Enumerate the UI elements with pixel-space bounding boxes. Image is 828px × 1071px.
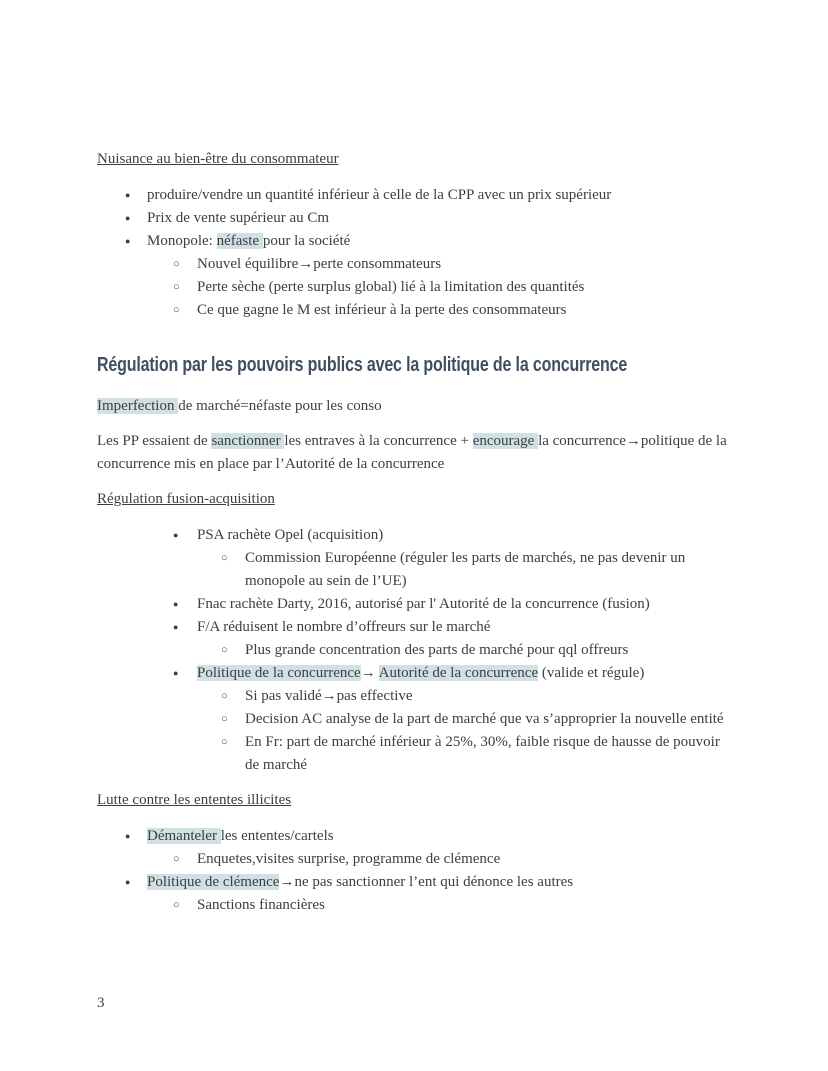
text-segment: Ce que gagne le M est inférieur à la perte des consommateurs xyxy=(197,302,567,318)
list-item-text xyxy=(197,619,490,635)
bullet-list-ententes xyxy=(97,825,731,917)
list-item-text xyxy=(147,210,329,226)
text-segment: Perte sèche (perte surplus global) lié à la limitation des quantités xyxy=(197,279,585,295)
highlighted-text: Démanteler xyxy=(147,828,221,844)
highlighted-text: Politique de la concurrence xyxy=(197,665,361,681)
text-segment: Commission Européenne (réguler les parts de marchés, ne pas devenir un monopole au sein de l’UE) xyxy=(245,550,686,589)
list-item xyxy=(97,184,731,207)
text-segment: Decision AC analyse de la part de marché que va s’approprier la nouvelle entité xyxy=(245,711,724,727)
list-item-text xyxy=(197,851,500,867)
section-heading-regulation-text: Régulation par les pouvoirs publics avec la politique de la concurrence xyxy=(97,354,628,376)
section-heading-regulation xyxy=(97,352,731,378)
text-segment: Enquetes,visites surprise, programme de clémence xyxy=(197,851,501,867)
list-item-text xyxy=(197,302,566,318)
circle-bullet-icon xyxy=(173,894,180,917)
highlighted-text: Autorité de la concurrence xyxy=(378,665,539,681)
list-item-text xyxy=(147,187,611,203)
list-item xyxy=(97,593,731,616)
list-item-text xyxy=(147,828,334,844)
page-number: 3 xyxy=(97,995,105,1011)
list-item xyxy=(97,524,731,547)
text-segment: En Fr: part de marché inférieur à 25%, 30%, faible risque de hausse de pouvoir de marché xyxy=(245,734,720,773)
circle-bullet-icon xyxy=(173,253,180,276)
list-item-text xyxy=(197,665,644,681)
text-segment: la concurrence→politique de la concurrence mis en place par l’Autorité de la concurrence xyxy=(97,433,727,472)
list-item xyxy=(97,547,731,593)
list-item-text xyxy=(197,897,325,913)
text-segment: Les PP essaient de xyxy=(97,433,212,449)
paragraph-imperfection xyxy=(97,395,731,418)
list-item-text xyxy=(245,711,724,727)
list-item xyxy=(97,253,731,276)
list-item xyxy=(97,871,731,894)
text-segment: produire/vendre un quantité inférieur à celle de la CPP avec un prix supérieur xyxy=(147,187,612,203)
circle-bullet-icon xyxy=(221,639,228,662)
text-segment: → xyxy=(360,665,379,681)
bullet-icon xyxy=(125,184,130,207)
list-item xyxy=(97,616,731,639)
text-segment: pour la société xyxy=(262,233,351,249)
section-heading-nuisance xyxy=(97,148,731,171)
list-item xyxy=(97,731,731,777)
list-item-text xyxy=(245,734,720,773)
circle-bullet-icon xyxy=(221,731,228,754)
text-segment: Prix de vente supérieur au Cm xyxy=(147,210,330,226)
circle-bullet-icon xyxy=(173,848,180,871)
list-item xyxy=(97,848,731,871)
list-item xyxy=(97,207,731,230)
bullet-icon xyxy=(173,593,178,616)
section-heading-fusion-text: Régulation fusion-acquisition xyxy=(97,491,275,507)
text-segment: les entraves à la concurrence + xyxy=(284,433,473,449)
list-item-text xyxy=(245,688,413,704)
circle-bullet-icon xyxy=(173,299,180,322)
text-segment: les ententes/cartels xyxy=(220,828,334,844)
text-segment: Monopole: xyxy=(147,233,217,249)
list-item-text xyxy=(197,256,441,272)
circle-bullet-icon xyxy=(221,685,228,708)
text-segment: Sanctions financières xyxy=(197,897,325,913)
list-item-text xyxy=(197,596,650,612)
section-heading-ententes xyxy=(97,789,731,812)
bullet-icon xyxy=(173,662,178,685)
list-item xyxy=(97,685,731,708)
text-segment: Nouvel équilibre→perte consommateurs xyxy=(197,256,442,272)
list-item xyxy=(97,662,731,685)
list-item xyxy=(97,276,731,299)
list-item-text xyxy=(245,642,628,658)
circle-bullet-icon xyxy=(173,276,180,299)
text-segment: →ne pas sanctionner l’ent qui dénonce les autres xyxy=(279,874,574,890)
text-segment: (valide et régule) xyxy=(538,665,645,681)
text-segment: Plus grande concentration des parts de marché pour qql offreurs xyxy=(245,642,629,658)
list-item-text xyxy=(147,874,573,890)
list-item xyxy=(97,299,731,322)
highlighted-text: néfaste xyxy=(216,233,263,249)
bullet-icon xyxy=(125,207,130,230)
text-segment: Fnac rachète Darty, 2016, autorisé par l' Autorité de la concurrence (fusion) xyxy=(197,596,650,612)
paragraph-pouvoirs-publics xyxy=(97,430,731,476)
highlighted-text: Politique de clémence xyxy=(147,874,280,890)
highlighted-text: sanctionner xyxy=(211,433,285,449)
bullet-icon xyxy=(173,524,178,547)
bullet-icon xyxy=(125,825,130,848)
list-item xyxy=(97,894,731,917)
text-segment: Si pas validé→pas effective xyxy=(245,688,413,704)
bullet-list-nuisance xyxy=(97,184,731,322)
text-segment: PSA rachète Opel (acquisition) xyxy=(197,527,384,543)
section-heading-ententes-text: Lutte contre les ententes illicites xyxy=(97,792,292,808)
list-item xyxy=(97,825,731,848)
list-item-text xyxy=(197,527,383,543)
highlighted-text: encourage xyxy=(472,433,539,449)
text-segment: de marché=néfaste pour les conso xyxy=(178,398,382,414)
bullet-list-fusion xyxy=(97,524,731,777)
bullet-icon xyxy=(173,616,178,639)
list-item xyxy=(97,708,731,731)
list-item xyxy=(97,639,731,662)
circle-bullet-icon xyxy=(221,708,228,731)
highlighted-text: Imperfection xyxy=(97,398,179,414)
list-item-text xyxy=(245,550,685,589)
list-item-text xyxy=(147,233,350,249)
list-item-text xyxy=(197,279,584,295)
circle-bullet-icon xyxy=(221,547,228,570)
list-item xyxy=(97,230,731,253)
section-heading-fusion xyxy=(97,488,731,511)
bullet-icon xyxy=(125,871,130,894)
section-heading-nuisance-text: Nuisance au bien-être du consommateur xyxy=(97,151,339,167)
bullet-icon xyxy=(125,230,130,253)
text-segment: F/A réduisent le nombre d’offreurs sur le marché xyxy=(197,619,491,635)
